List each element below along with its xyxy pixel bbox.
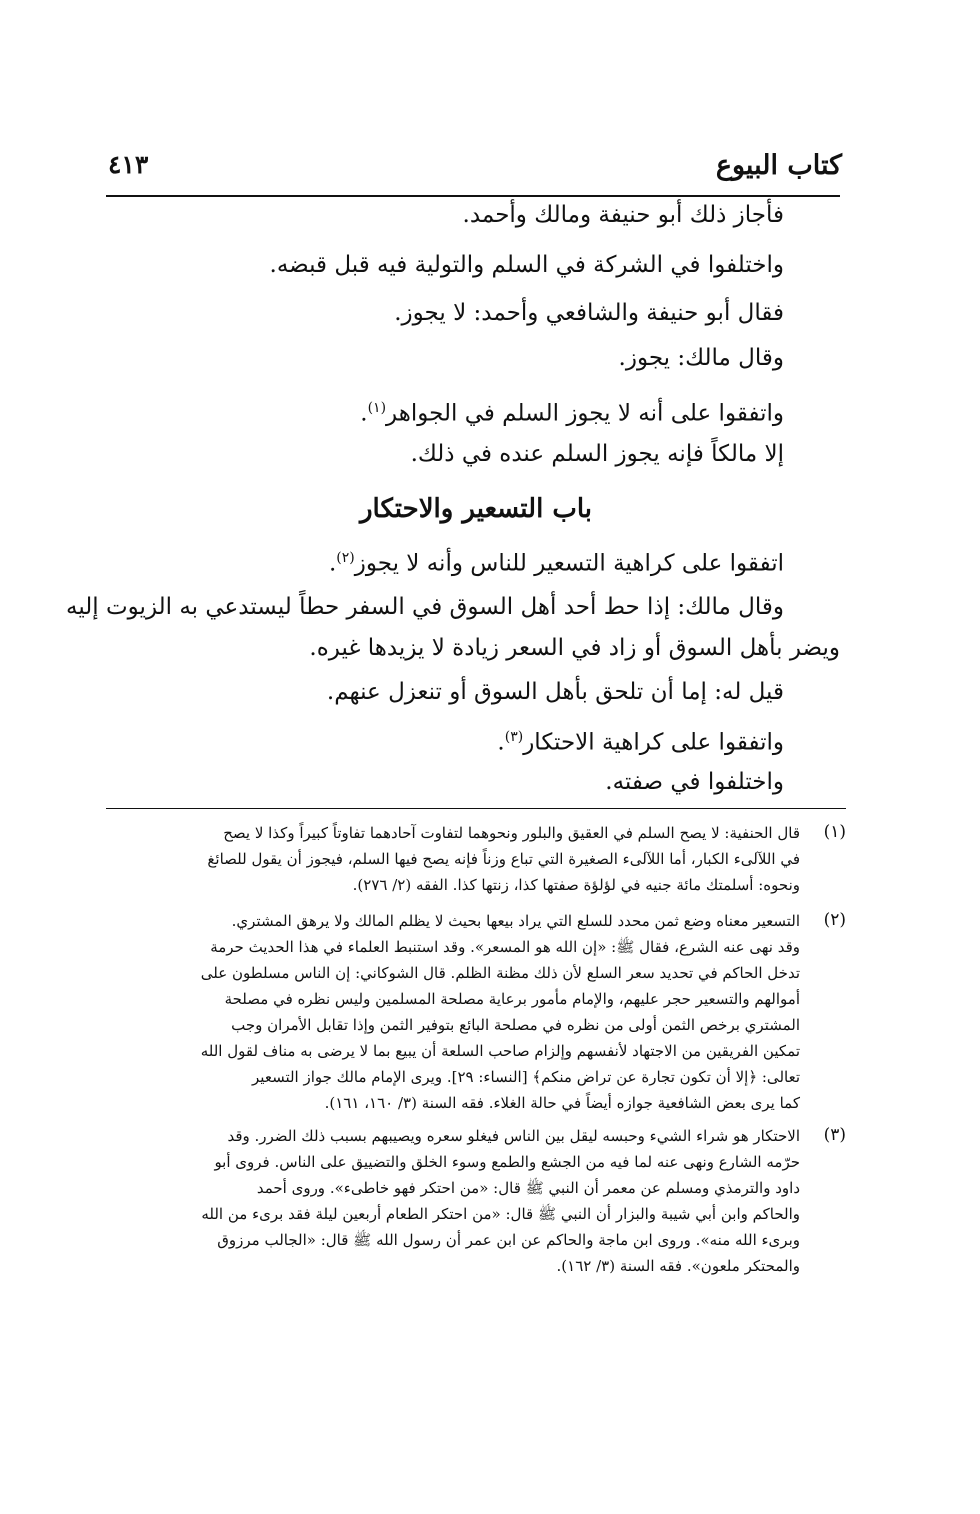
footnote-2-line-8: كما يرى بعض الشافعية جوازه أيضاً في حالة الغلاء. فقه السنة (٣/ ١٦٠، ١٦١). — [324, 1094, 800, 1112]
footnote-3-line-1: الاحتكار هو شراء الشيء وحبسه ليقل بين الناس فيغلو سعره ويصيبهم بسبب ذلك الضرر. وقد — [227, 1127, 800, 1145]
footnote-2-line-5: المشتري برخص الثمن أولى من نظره في مصلحة البائع بتوفير الثمن وإذا تقابل الأمران وجب — [231, 1016, 800, 1034]
footnote-2-line-1: التسعير معناه وضع ثمن محدد للسلع التي يراد بيعها بحيث لا يظلم المالك ولا يرهق المشتري. — [231, 912, 800, 930]
body-line-6: إلا مالكاً فإنه يجوز السلم عنده في ذلك. — [410, 441, 784, 467]
footnote-ref-1: (١) — [367, 400, 387, 416]
section-line-6: واختلفوا في صفته. — [605, 769, 784, 795]
body-line-5 — [360, 393, 784, 429]
section-line-1-text: اتفقوا على كراهية التسعير للناس وأنه لا يجوز — [354, 550, 784, 577]
section-line-2: وقال مالك: إذا حط أحد أهل السوق في السفر حطاً ليستدعي به الزيوت إليه — [66, 594, 784, 620]
body-line-5-text: واتفقوا على أنه لا يجوز السلم في الجواهر — [386, 400, 784, 427]
footnote-divider — [106, 808, 846, 809]
footnote-2-line-6: تمكين الفريقين من الاجتهاد لأنفسهم وإلزام صاحب السلعة أن يبيع بما لا يرضى به مناف لقول الله — [200, 1042, 800, 1060]
section-line-5-end: . — [497, 729, 505, 756]
footnote-1-line-1: قال الحنفية: لا يصح السلم في العقيق والبلور ونحوهما لتفاوت آحادهما تفاوتاً كبيراً وكذا لا يصح — [223, 824, 800, 842]
footnote-2-number: (٢) — [823, 910, 846, 930]
body-line-4: وقال مالك: يجوز. — [618, 345, 784, 371]
header-divider — [106, 195, 840, 197]
body-line-1: فأجاز ذلك أبو حنيفة ومالك وأحمد. — [462, 202, 784, 228]
page-number: ٤١٣ — [108, 150, 149, 179]
section-line-5-text: واتفقوا على كراهية الاحتكار — [523, 729, 784, 756]
running-header-title: كتاب البيوع — [715, 150, 842, 181]
footnote-2-line-4: أموالهم والتسعير حجر عليهم، والإمام مأمور برعاية مصلحة المسلمين وليس نظره في مصلحة — [224, 990, 800, 1008]
section-line-1 — [329, 543, 784, 579]
footnote-1-line-2: في اللآلىء الكبار، أما اللآلىء الصغيرة التي تباع وزناً فإنه يصح فيها السلم، فيجوز أن يقول للصائغ — [207, 850, 800, 868]
footnote-1-number: (١) — [823, 822, 846, 842]
body-line-3: فقال أبو حنيفة والشافعي وأحمد: لا يجوز. — [394, 300, 784, 326]
footnote-3-number: (٣) — [823, 1125, 846, 1145]
body-line-5-end: . — [360, 400, 368, 427]
footnote-2-line-2: وقد نهى عنه الشرع، فقال ﷺ: «إن الله هو المسعر». وقد استنبط العلماء في هذا الحديث حرمة — [210, 938, 800, 956]
footnote-3-line-3: داود والترمذي ومسلم عن معمر أن النبي ﷺ قال: «من احتكر فهو خاطىء». وروى أحمد — [256, 1179, 800, 1197]
section-line-5 — [497, 722, 784, 758]
footnote-2-line-3: تدخل الحاكم في تحديد سعر السلع لأن ذلك مظنة الظلم. قال الشوكاني: إن الناس مسلطون على — [200, 964, 800, 982]
section-line-3: ويضر بأهل السوق أو زاد في السعر زيادة لا يزيدها غيره. — [309, 635, 840, 661]
footnote-3-line-6: والمحتكر ملعون». فقه السنة (٣/ ١٦٢). — [556, 1257, 800, 1275]
footnote-2-line-7: تعالى: ﴿إلا أن تكون تجارة عن تراض منكم﴾ [النساء: ٢٩]. ويرى الإمام مالك جواز التسعير — [252, 1068, 800, 1086]
section-line-1-end: . — [328, 550, 337, 577]
footnote-1-line-3: ونحوه: أسلمتك مائة جنيه في لؤلؤة صفتها كذا، زنتها كذا. الفقه (٢/ ٢٧٦). — [352, 876, 800, 894]
footnote-3-line-4: والحاكم وابن أبي شيبة والبزار أن النبي ﷺ قال: «من احتكر الطعام أربعين ليلة فقد برىء من الله — [201, 1205, 800, 1223]
footnote-3-line-5: وبرىء الله منه». وروى ابن ماجة والحاكم عن ابن عمر أن رسول الله ﷺ قال: «الجالب مرزوق — [217, 1231, 800, 1249]
section-title: باب التسعير والاحتكار — [359, 494, 592, 524]
body-line-2: واختلفوا في الشركة في السلم والتولية فيه قبل قبضه. — [269, 252, 784, 278]
footnote-ref-3: (٣) — [504, 729, 524, 745]
footnote-ref-2: (٢) — [336, 550, 355, 566]
footnote-3-line-2: حرّمه الشارع ونهى عنه لما فيه من الجشع والطمع وسوء الخلق والتضييق على الناس. فروى أبو — [214, 1153, 800, 1171]
section-line-4: قيل له: إما أن تلحق بأهل السوق أو تنعزل عنهم. — [326, 679, 784, 705]
